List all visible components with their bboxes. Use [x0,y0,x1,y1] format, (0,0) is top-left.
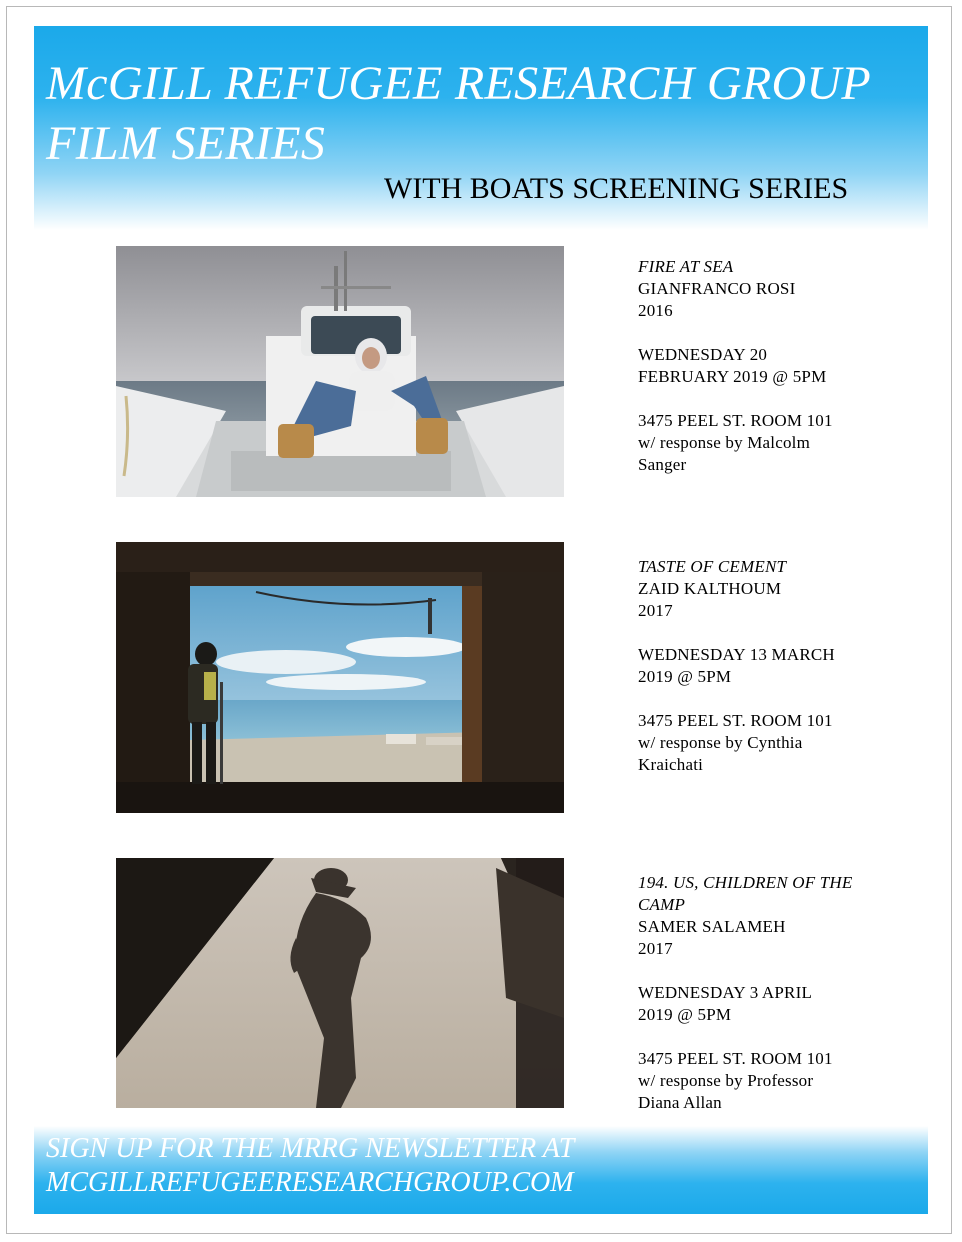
response-line-2: Kraichati [638,755,704,774]
film-year: 2017 [638,939,673,958]
film-title-line-2: CAMP [638,895,686,914]
screening-date-line-1: WEDNESDAY 3 APRIL [638,983,813,1002]
response-line-1: w/ response by Cynthia [638,733,803,752]
film-title: TASTE OF CEMENT [638,557,787,576]
screening-date-line-2: 2019 @ 5PM [638,667,732,686]
film-still-fire-at-sea [116,246,564,497]
response-line-2: Sanger [638,455,687,474]
response-line-2: Diana Allan [638,1093,722,1112]
film-title: FIRE AT SEA [638,257,734,276]
screening-date-line-1: WEDNESDAY 13 MARCH [638,645,835,664]
series-subtitle: WITH BOATS SCREENING SERIES [384,172,849,205]
page-title [46,54,871,174]
response-line-1: w/ response by Malcolm [638,433,811,452]
film-year: 2017 [638,601,673,620]
title-line-1: McGILL REFUGEE RESEARCH GROUP [46,57,872,110]
screening-venue: 3475 PEEL ST. ROOM 101 [638,711,833,730]
newsletter-callout [46,1132,574,1200]
screening-date-line-2: FEBRUARY 2019 @ 5PM [638,367,827,386]
film-director: ZAID KALTHOUM [638,579,782,598]
response-line-1: w/ response by Professor [638,1071,814,1090]
film-info-fire-at-sea [638,256,898,476]
film-still-taste-of-cement [116,542,564,813]
footer-banner [34,1126,928,1214]
film-director: GIANFRANCO ROSI [638,279,796,298]
screening-date-line-2: 2019 @ 5PM [638,1005,732,1024]
screening-venue: 3475 PEEL ST. ROOM 101 [638,411,833,430]
film-year: 2016 [638,301,673,320]
film-title-line-1: 194. US, CHILDREN OF THE [638,873,853,892]
screening-venue: 3475 PEEL ST. ROOM 101 [638,1049,833,1068]
film-info-taste-of-cement [638,556,898,776]
film-director: SAMER SALAMEH [638,917,786,936]
title-line-2: FILM SERIES [46,117,326,170]
header-banner [34,26,928,230]
newsletter-url[interactable]: MCGILLREFUGEERESEARCHGROUP.COM [46,1167,574,1198]
film-info-children-of-the-camp [638,872,898,1114]
screening-date-line-1: WEDNESDAY 20 [638,345,768,364]
film-still-children-of-the-camp [116,858,564,1108]
newsletter-line-1: SIGN UP FOR THE MRRG NEWSLETTER AT [46,1133,575,1164]
